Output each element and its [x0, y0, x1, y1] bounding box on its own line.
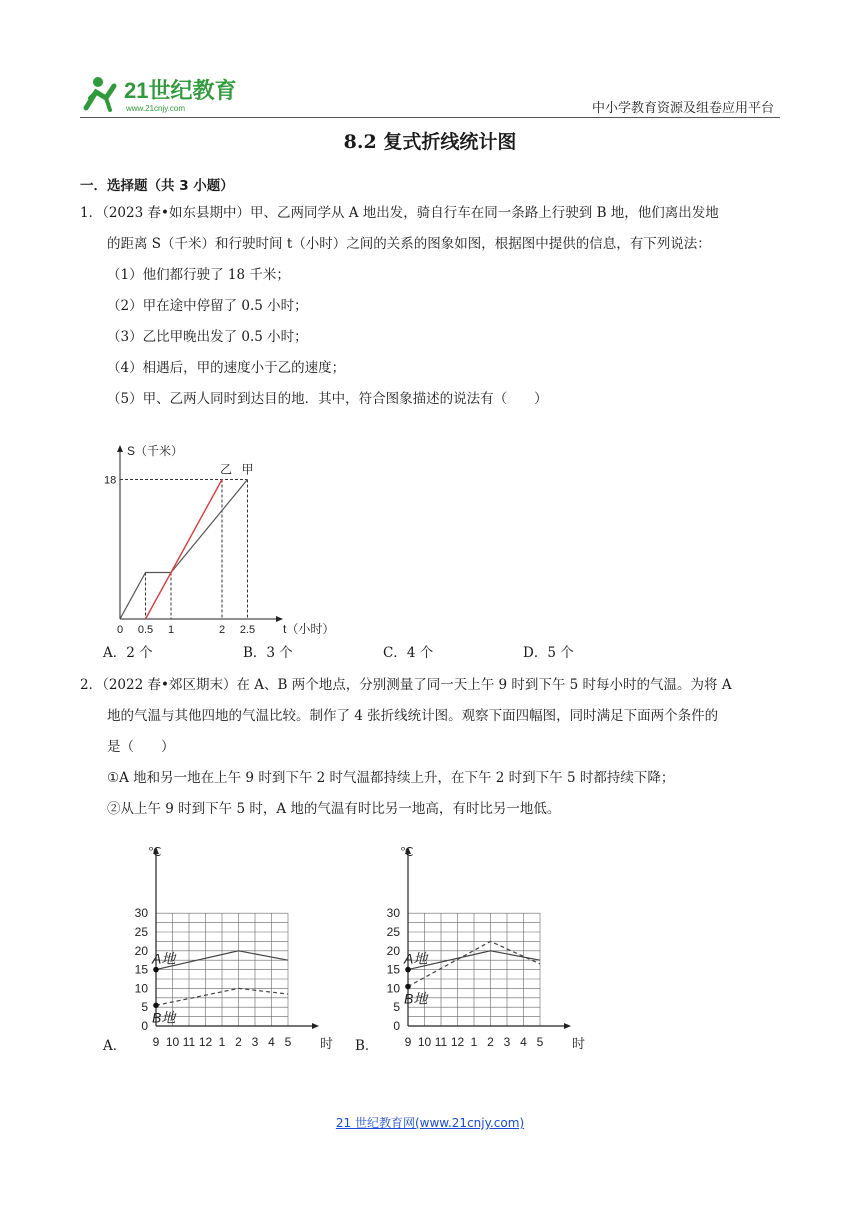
- q1-item: （1）他们都行驶了 18 千米；: [107, 267, 290, 283]
- x-tick-label: 12: [450, 1035, 465, 1049]
- x-tick-label: 1: [218, 1035, 226, 1049]
- q1-item: （4）相遇后，甲的速度小于乙的速度；: [107, 360, 346, 376]
- series-label-yi: 乙: [220, 462, 233, 477]
- y-tick-label: 10: [386, 981, 400, 996]
- y-axis-label: ℃: [148, 845, 162, 859]
- footer: [0, 1114, 860, 1131]
- x-tick-label: 0.5: [137, 624, 154, 636]
- y-tick-label: 5: [141, 1000, 148, 1015]
- x-tick-label: 5: [284, 1035, 292, 1049]
- x-tick-label: 12: [198, 1035, 213, 1049]
- y-tick-label: 0: [393, 1019, 400, 1033]
- q1-item: （5）甲、乙两人同时到达目的地．其中，符合图象描述的说法有（ ）: [107, 391, 548, 407]
- x-tick-label: 4: [268, 1035, 275, 1049]
- svg-text:www.21cnjy.com: www.21cnjy.com: [126, 104, 185, 113]
- x-tick-label: 1: [167, 624, 175, 636]
- x-tick-label: 2: [235, 1035, 242, 1049]
- x-tick-label: 2.5: [239, 624, 256, 636]
- x-tick-label: 11: [182, 1035, 196, 1049]
- series-label-a: A地: [152, 950, 176, 967]
- option-b-label[interactable]: B．: [355, 1038, 379, 1054]
- option-a-label[interactable]: A．: [103, 1038, 127, 1054]
- x-tick-label: 4: [520, 1035, 527, 1049]
- x-axis-label: t（小时）: [283, 622, 335, 636]
- x-axis-arrow-icon: [564, 1023, 571, 1029]
- q2-line2: 地的气温与其他四地的气温比较。制作了 4 张折线统计图。观察下面四幅图，同时满足下面两个条件的: [107, 708, 719, 724]
- series-start-point: [405, 967, 411, 973]
- x-tick-label: 10: [417, 1035, 432, 1049]
- q2-line3: 是（ ）: [107, 739, 175, 755]
- platform-name: 中小学教育资源及组卷应用平台: [591, 101, 774, 116]
- y-axis-label: ℃: [400, 845, 414, 859]
- x-tick-label: 10: [165, 1035, 180, 1049]
- x-tick-label: 0: [116, 624, 124, 636]
- page-title: 8.2 复式折线统计图: [343, 131, 517, 153]
- q1-item: （2）甲在途中停留了 0.5 小时；: [107, 298, 308, 314]
- series-label-jia: 甲: [241, 462, 254, 477]
- q2-line1: 2．（2022 春•郊区期末）在 A、B 两个地点，分别测量了同一天上午 9 时到下午 5 时每小时的气温。为将 A: [80, 677, 732, 693]
- y-tick-label: 25: [386, 925, 400, 939]
- q2-condition-2: ②从上午 9 时到下午 5 时，A 地的气温有时比另一地高，有时比另一地低。: [107, 801, 561, 817]
- series-start-point: [153, 1003, 159, 1009]
- y-tick-label: 20: [134, 943, 148, 958]
- y-tick-label: 20: [386, 943, 400, 958]
- y-tick-label: 18: [104, 474, 117, 487]
- x-axis-label: 时: [320, 1036, 334, 1051]
- x-tick-label: 3: [503, 1035, 511, 1049]
- series-label-a: A地: [404, 950, 428, 967]
- footer-link[interactable]: 21 世纪教育网(www.21cnjy.com): [335, 1116, 525, 1130]
- header-divider: [80, 117, 780, 118]
- section-heading: 一．选择题（共 3 小题）: [80, 178, 234, 194]
- q1-line2: 的距离 S（千米）和行驶时间 t（小时）之间的关系的图象如图，根据图中提供的信息，有下列说法：: [107, 236, 711, 252]
- x-tick-label: 9: [404, 1035, 412, 1049]
- q1-options: [103, 641, 663, 661]
- x-axis-label: 时: [572, 1036, 586, 1051]
- y-tick-label: 30: [134, 906, 148, 921]
- temperature-chart-a: [118, 842, 340, 1057]
- y-tick-label: 0: [141, 1019, 148, 1033]
- series-start-point: [153, 967, 159, 973]
- y-tick-label: 25: [134, 925, 148, 939]
- y-axis-label: S（千米）: [127, 444, 184, 458]
- y-tick-label: 30: [386, 906, 400, 921]
- x-tick-label: 1: [470, 1035, 478, 1049]
- question-2: [80, 670, 782, 825]
- x-axis-arrow-icon: [312, 1023, 319, 1029]
- q1-line1: 1．（2023 春•如东县期中）甲、乙两同学从 A 地出发，骑自行车在同一条路上行驶到 B 地，他们离出发地: [80, 205, 719, 221]
- series-line-yi: [146, 480, 223, 620]
- q2-condition-1: ①A 地和另一地在上午 9 时到下午 2 时气温都持续上升，在下午 2 时到下午 5 时都持续下降；: [107, 770, 675, 786]
- temperature-chart-b: [370, 842, 592, 1057]
- x-axis-arrow-icon: [276, 616, 283, 622]
- option-a[interactable]: A．2 个: [103, 645, 153, 661]
- x-tick-label: 9: [152, 1035, 160, 1049]
- x-tick-label: 2: [218, 624, 226, 636]
- series-label-b: B地: [152, 1009, 176, 1026]
- question-1: [80, 198, 782, 415]
- option-b[interactable]: B．3 个: [243, 645, 293, 661]
- x-tick-label: 11: [434, 1035, 448, 1049]
- series-label-b: B地: [404, 990, 428, 1007]
- y-tick-label: 5: [393, 1000, 400, 1015]
- option-c[interactable]: C．4 个: [383, 645, 434, 661]
- site-logo: [80, 68, 250, 120]
- y-tick-label: 10: [134, 981, 148, 996]
- svg-text:21世纪教育: 21世纪教育: [124, 78, 237, 103]
- y-tick-label: 15: [386, 962, 400, 977]
- q1-item: （3）乙比甲晚出发了 0.5 小时；: [107, 329, 308, 345]
- option-d[interactable]: D．5 个: [523, 645, 574, 661]
- runner-logo-icon: [86, 77, 114, 110]
- x-tick-label: 2: [487, 1035, 494, 1049]
- x-tick-label: 5: [536, 1035, 544, 1049]
- x-tick-label: 3: [251, 1035, 259, 1049]
- series-start-point: [405, 984, 411, 990]
- y-axis-arrow-icon: [117, 445, 123, 452]
- distance-time-chart: [100, 436, 360, 636]
- y-tick-label: 15: [134, 962, 148, 977]
